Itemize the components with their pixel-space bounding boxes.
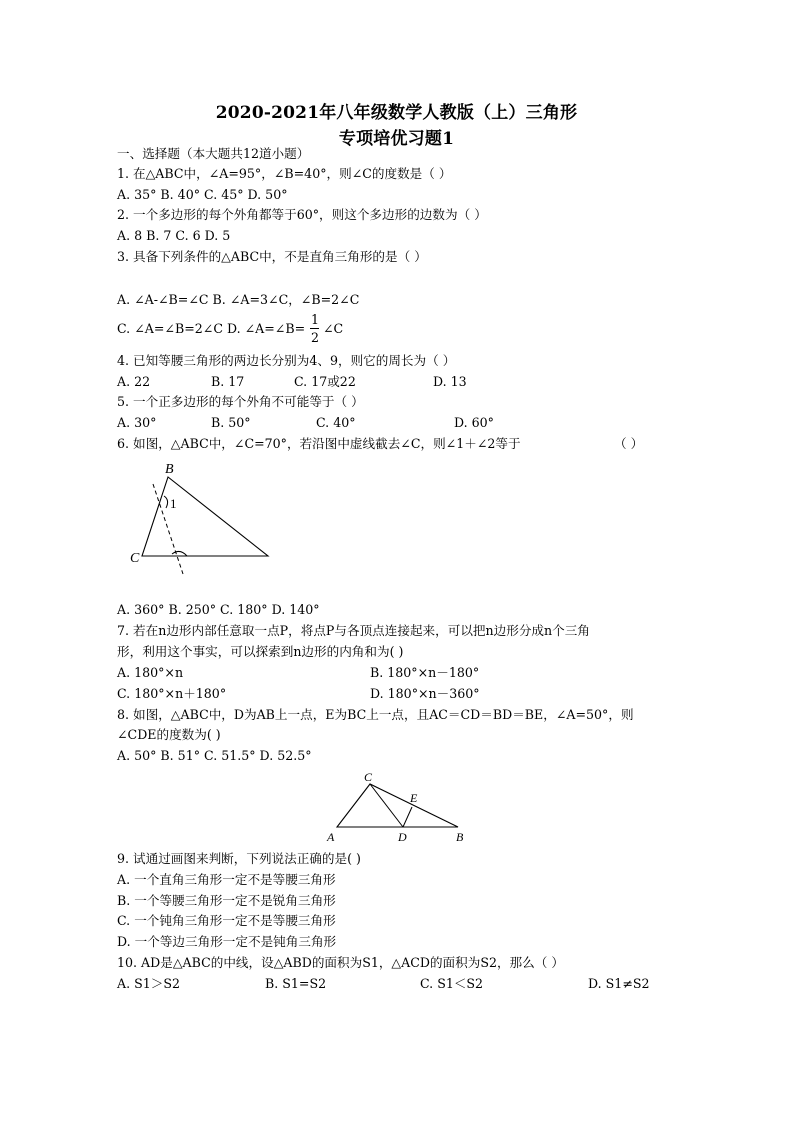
question-5-option-a: A. 30° (117, 415, 157, 430)
question-6-paren: （ ） (614, 436, 644, 451)
question-3-stem: 3. 具备下列条件的△ABC中，不是直角三角形的是（ ） (117, 249, 427, 264)
question-7-option-c: C. 180°×n＋180° (117, 686, 227, 701)
question-10-option-a: A. S1＞S2 (117, 976, 180, 991)
question-7-option-b: B. 180°×n－180° (370, 665, 480, 680)
question-9-option-c: C. 一个钝角三角形一定不是等腰三角形 (117, 913, 336, 928)
question-4-option-a: A. 22 (117, 374, 151, 389)
angle-1-arc (164, 496, 168, 508)
angle-2-arc (172, 551, 187, 556)
question-5-option-d: D. 60° (454, 415, 494, 430)
question-8-stem-2: ∠CDE的度数为( ) (117, 727, 221, 742)
question-7-option-d: D. 180°×n－360° (370, 686, 480, 701)
triangle-figure-q8 (325, 770, 475, 846)
question-7-option-a: A. 180°×n (117, 665, 184, 680)
label-b-q8: B (456, 830, 464, 844)
triangle-figure-q6 (120, 458, 290, 583)
question-1-stem: 1. 在△ABC中，∠A=95°，∠B=40°，则∠C的度数是（ ） (117, 166, 452, 181)
fraction-numerator: 1 (310, 312, 319, 327)
label-c: C (130, 551, 140, 566)
cut-dashed-line (153, 484, 183, 574)
question-2-options: A. 8 B. 7 C. 6 D. 5 (117, 228, 231, 243)
question-3-option-d-tail: ∠C (323, 321, 344, 336)
triangle-abc (142, 477, 268, 556)
question-10-option-b: B. S1=S2 (265, 976, 327, 991)
question-8-options: A. 50° B. 51° C. 51.5° D. 52.5° (117, 748, 312, 763)
question-10-stem: 10. AD是△ABC的中线，设△ABD的面积为S1，△ACD的面积为S2，那么（ ） (117, 955, 564, 970)
question-9-stem: 9. 试通过画图来判断，下列说法正确的是( ) (117, 851, 361, 866)
question-4-stem: 4. 已知等腰三角形的两边长分别为4、9，则它的周长为（ ） (117, 353, 456, 368)
question-5-option-b: B. 50° (211, 415, 251, 430)
segment-de (403, 807, 412, 827)
question-7-stem-2: 形，利用这个事实，可以探索到n边形的内角和为( ) (117, 644, 404, 659)
title-line-1: 2020-2021年八年级数学人教版（上）三角形 (215, 103, 578, 123)
title-line-2: 专项培优习题1 (338, 129, 455, 149)
label-b: B (165, 462, 174, 477)
question-3-options-ab: A. ∠A-∠B=∠C B. ∠A=3∠C，∠B=2∠C (117, 292, 360, 307)
question-5-stem: 5. 一个正多边形的每个外角不可能等于（ ） (117, 394, 364, 409)
segment-cd (370, 784, 403, 827)
question-2-stem: 2. 一个多边形的每个外角都等于60°，则这个多边形的边数为（ ） (117, 207, 487, 222)
question-6-options: A. 360° B. 250° C. 180° D. 140° (117, 602, 320, 617)
question-9-option-a: A. 一个直角三角形一定不是等腰三角形 (117, 872, 336, 887)
label-c-q8: C (364, 770, 373, 784)
question-7-stem-1: 7. 若在n边形内部任意取一点P，将点P与各顶点连接起来，可以把n边形分成n个三角 (117, 623, 590, 638)
fraction-denominator: 2 (310, 330, 319, 345)
question-8-stem-1: 8. 如图，△ABC中，D为AB上一点，E为BC上一点，且AC＝CD＝BD＝BE，∠A=50°，则 (117, 707, 634, 722)
question-4-option-c: C. 17或22 (294, 374, 356, 389)
question-10-option-d: D. S1≠S2 (588, 976, 650, 991)
question-3-options-cd: C. ∠A=∠B=2∠C D. ∠A=∠B= (117, 321, 306, 336)
fraction-bar (310, 328, 319, 329)
question-9-option-d: D. 一个等边三角形一定不是钝角三角形 (117, 934, 337, 949)
question-9-option-b: B. 一个等腰三角形一定不是锐角三角形 (117, 893, 336, 908)
question-4-option-d: D. 13 (433, 374, 467, 389)
question-5-option-c: C. 40° (316, 415, 356, 430)
question-4-option-b: B. 17 (211, 374, 245, 389)
section-heading: 一、选择题（本大题共12道小题） (117, 146, 310, 161)
question-6-stem: 6. 如图，△ABC中，∠C=70°，若沿图中虚线截去∠C，则∠1＋∠2等于 (117, 436, 521, 451)
label-a-q8: A (327, 830, 335, 844)
question-1-options: A. 35° B. 40° C. 45° D. 50° (117, 187, 288, 202)
question-10-option-c: C. S1＜S2 (420, 976, 484, 991)
label-angle-1: 1 (170, 496, 177, 511)
label-d-q8: D (398, 830, 407, 844)
label-e-q8: E (410, 791, 418, 805)
